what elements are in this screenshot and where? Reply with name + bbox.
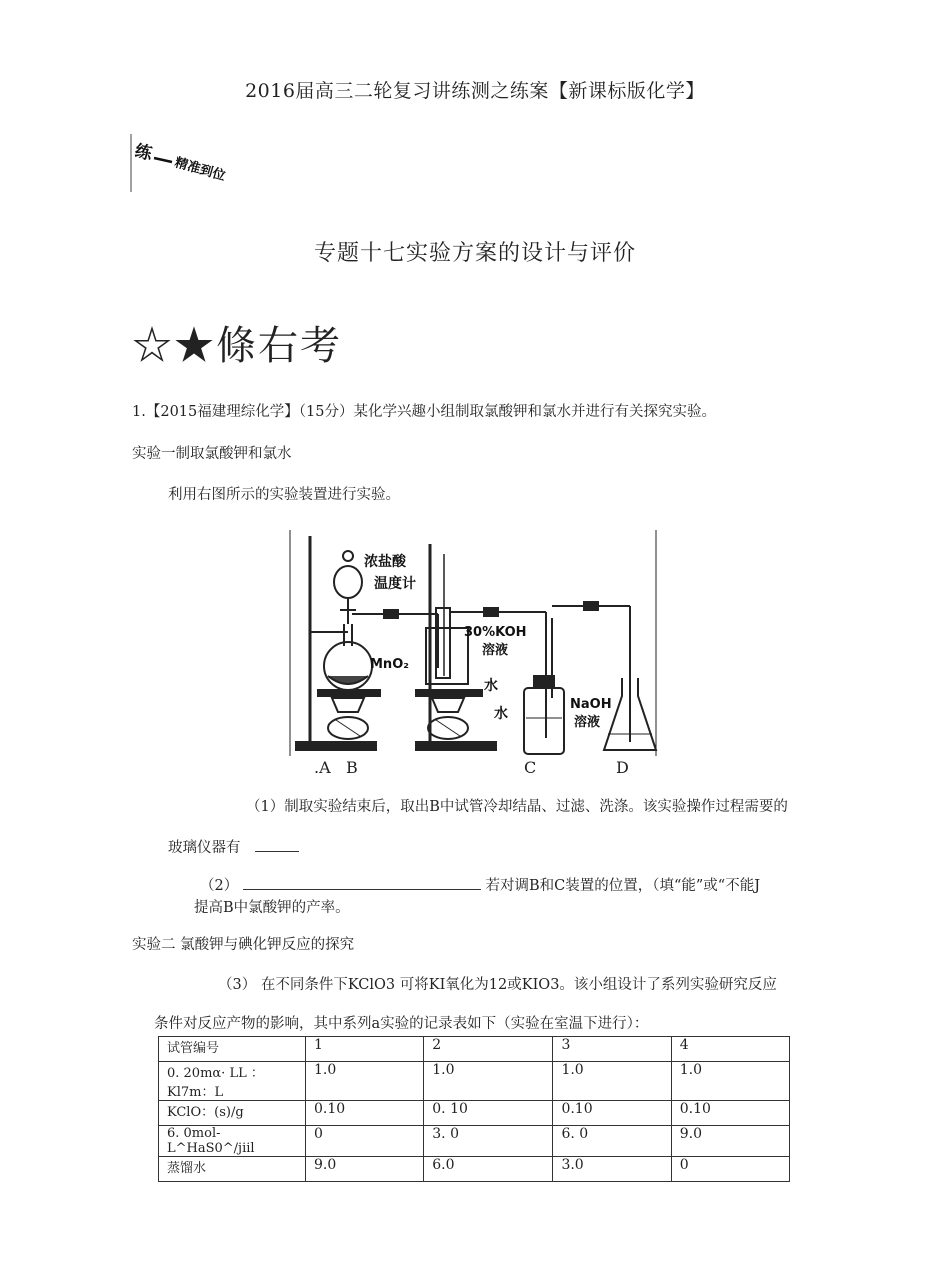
- answer-blank-1[interactable]: [255, 851, 299, 852]
- table-cell: 9.0: [671, 1126, 789, 1157]
- question-source: 【2015福建理综化学】: [145, 404, 299, 420]
- subquestion-1-line1: （1）制取实验结束后，取出B中试管冷却结晶、过滤、洗涤。该实验操作过程需要的: [246, 799, 788, 815]
- practice-stamp-logo: [130, 132, 240, 194]
- label-naoh-solution: 溶液: [574, 715, 601, 730]
- table-cell: 试管编号: [159, 1037, 306, 1062]
- table-row: [159, 1037, 790, 1062]
- table-cell: 3: [553, 1037, 671, 1062]
- stamp-graphic: [130, 132, 240, 194]
- table-cell: 0.10: [553, 1101, 671, 1126]
- document-title: 2016届高三二轮复习讲练测之练案【新课标版化学】: [245, 80, 705, 102]
- table-cell: 1.0: [306, 1062, 424, 1101]
- table-cell: 0.10: [671, 1101, 789, 1126]
- label-apparatus-d: D: [616, 758, 629, 777]
- table-cell: 0: [306, 1126, 424, 1157]
- label-apparatus-c: C: [524, 758, 537, 777]
- table-cell: 9.0: [306, 1157, 424, 1182]
- question-score: （15分）: [298, 404, 354, 420]
- table-cell: 0.10: [306, 1101, 424, 1126]
- table-cell: 1: [306, 1037, 424, 1062]
- table-cell: 6.0: [424, 1157, 553, 1182]
- table-cell: 0. 10: [424, 1101, 553, 1126]
- subquestion-3-line1: （3） 在不同条件下KClO3 可将KI氧化为12或KIO3。该小组设计了系列实验研究反应: [218, 977, 777, 993]
- apparatus-drawing: [288, 528, 660, 778]
- table-cell: 1.0: [671, 1062, 789, 1101]
- experiment-1-intro: 利用右图所示的实验装置进行实验。: [168, 487, 400, 503]
- table-row: [159, 1062, 790, 1101]
- label-water-c: 水: [494, 706, 508, 722]
- label-naoh: NaOH: [570, 697, 612, 712]
- subquestion-3-line2: 条件对反应产物的影响，其中系列a实验的记录表如下（实验在室温下进行）：: [154, 1016, 649, 1032]
- label-hcl: 浓盐酸: [364, 554, 406, 570]
- table-row: [159, 1101, 790, 1126]
- table-row: [159, 1157, 790, 1182]
- table-cell: 0: [671, 1157, 789, 1182]
- table-cell: 4: [671, 1037, 789, 1062]
- table-cell: KClO：(s)/g: [159, 1101, 306, 1126]
- table-cell: 6. 0mol- L^HaS0^/jiil: [159, 1126, 306, 1157]
- question-1-stem: [132, 402, 716, 424]
- table-cell: 3.0: [553, 1157, 671, 1182]
- experiment-table: [158, 1036, 790, 1182]
- stars-heading: ☆★條右考: [132, 323, 342, 369]
- label-thermometer: 温度计: [374, 576, 416, 592]
- table-cell: 1.0: [553, 1062, 671, 1101]
- table-cell: 6. 0: [553, 1126, 671, 1157]
- subquestion-1-line2: [168, 838, 299, 860]
- subquestion-2-text: 若对调B和C装置的位置，（填“能”或“不能J: [485, 878, 761, 894]
- svg-text:练: 练: [132, 141, 154, 165]
- table-cell: 2: [424, 1037, 553, 1062]
- svg-text:精准到位: 精准到位: [172, 155, 228, 185]
- table-cell: 0. 20mα· LL ：Kl7m：L: [159, 1062, 306, 1101]
- label-water-b: 水: [484, 678, 498, 694]
- question-text: 某化学兴趣小组制取氯酸钾和氯水并进行有关探究实验。: [353, 404, 716, 420]
- subquestion-2-line2: 提高B中氯酸钾的产率。: [194, 900, 350, 916]
- topic-title: 专题十七实验方案的设计与评价: [313, 241, 636, 266]
- label-mno2: MnO₂: [370, 657, 409, 672]
- answer-blank-2[interactable]: [243, 889, 481, 890]
- experiment-1-heading: 实验一制取氯酸钾和氯水: [132, 446, 292, 462]
- experiment-2-heading: 实验二 氯酸钾与碘化钾反应的探究: [132, 937, 355, 953]
- apparatus-figure: [288, 528, 660, 778]
- subquestion-1-text: 玻璃仪器有: [168, 840, 241, 856]
- label-apparatus-a: .A: [314, 758, 331, 777]
- label-koh-solution: 溶液: [482, 643, 509, 658]
- question-number: 1.: [132, 404, 146, 420]
- subquestion-2-line1: [200, 876, 760, 898]
- table-cell: 蒸馏水: [159, 1157, 306, 1182]
- table-row: [159, 1126, 790, 1157]
- table-cell: 1.0: [424, 1062, 553, 1101]
- subquestion-2-number: （2）: [200, 878, 239, 894]
- label-koh: 30%KOH: [464, 625, 527, 640]
- table-cell: 3. 0: [424, 1126, 553, 1157]
- label-apparatus-b: B: [346, 758, 358, 777]
